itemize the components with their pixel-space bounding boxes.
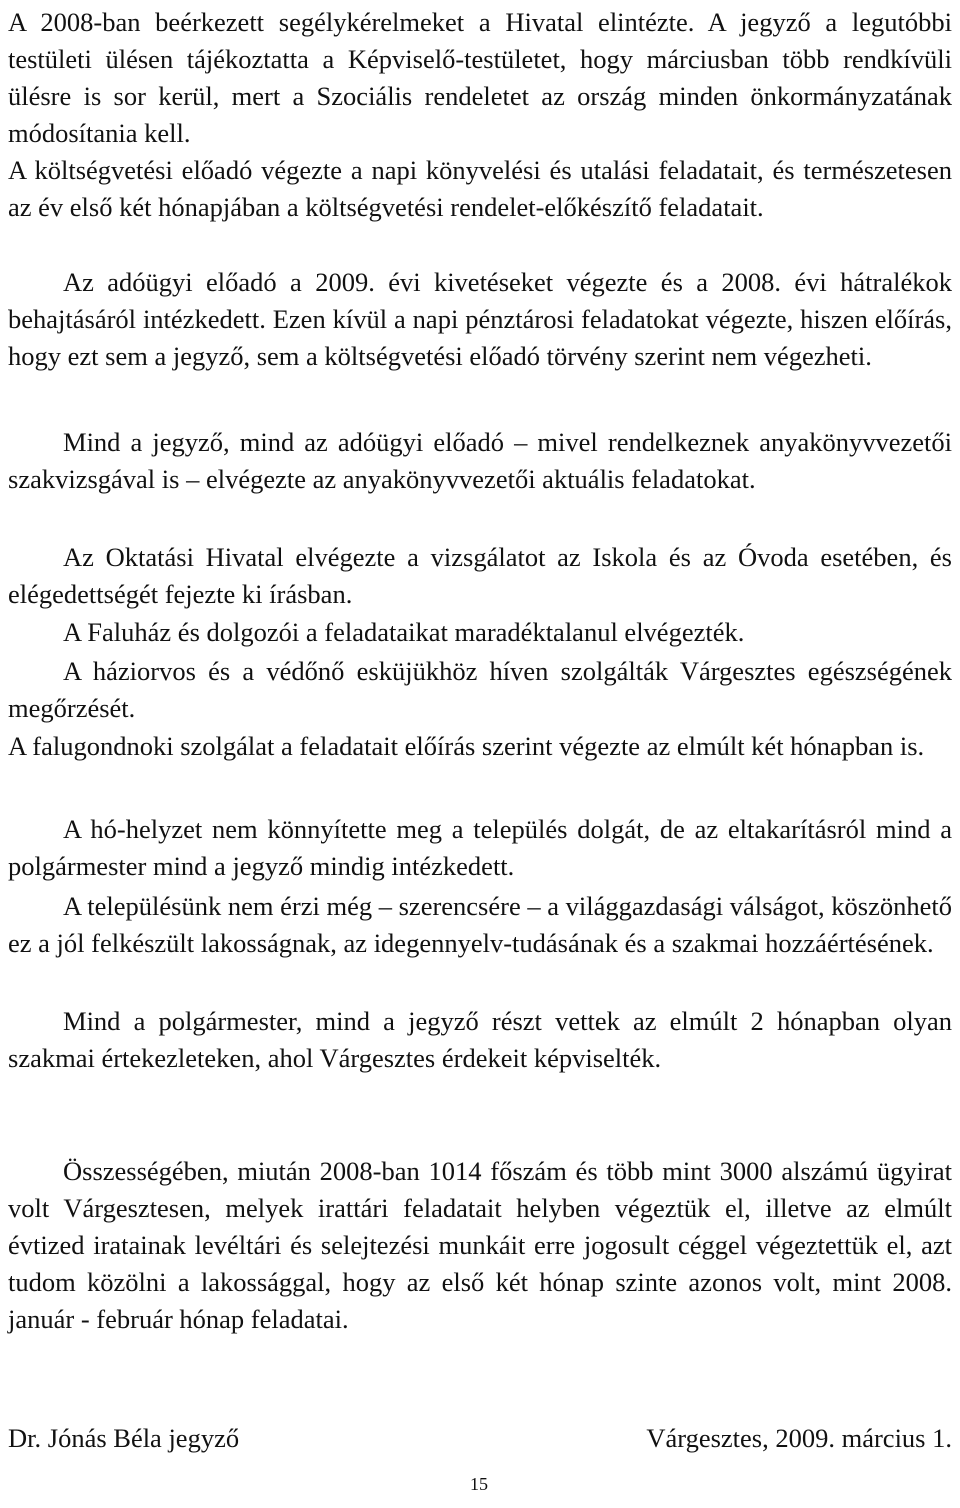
paragraph-anyakonyv: Mind a jegyző, mind az adóügyi előadó – mivel rendelkeznek anyakönyvvezetői szakvizsgával is – elvégezte az anyakönyvvezetői aktuális feladatokat.	[8, 427, 952, 494]
paragraph-falugondnok: A falugondnoki szolgálat a feladatait előírás szerint végezte az elmúlt két hónapban is.	[8, 731, 925, 761]
signature-place-date: Várgesztes, 2009. március 1.	[646, 1423, 952, 1453]
paragraph-ho-helyzet: A hó-helyzet nem könnyítette meg a település dolgát, de az eltakarításról mind a polgármester mind a jegyző mindig intézkedett.	[8, 814, 952, 881]
paragraph-ertekezletek: Mind a polgármester, mind a jegyző részt vettek az elmúlt 2 hónapban olyan szakmai értekezleteken, ahol Várgesztes érdekeit képviselték.	[8, 1006, 952, 1073]
paragraph-segelykerelmek: A 2008-ban beérkezett segélykérelmeket a Hivatal elintézte. A jegyző a legutóbbi testületi ülésen tájékoztatta a Képviselő-testületet, hogy márciusban több rendkívüli ülésre is sor kerül, mert a Szociális rendeletet az ország minden önkormányzatának módosítania kell.	[8, 7, 952, 148]
paragraph-osszegzes: Összességében, miután 2008-ban 1014 főszám és több mint 3000 alszámú ügyirat volt Várgesztesen, melyek irattári feladatait helyben végeztük el, illetve az elmúlt évtized iratainak levéltári és selejtezési munkáit erre jogosult céggel végeztettük el, azt tudom közölni a lakossággal, hogy az első két hónap szinte azonos volt, mint 2008. január - február hónap feladatai.	[8, 1156, 952, 1334]
signature-author: Dr. Jónás Béla jegyző	[8, 1423, 240, 1453]
page-number: 15	[470, 1474, 488, 1494]
paragraph-haziorvos: A háziorvos és a védőnő esküjükhöz híven szolgálták Várgesztes egészségének megőrzését.	[8, 656, 952, 723]
paragraph-valsag: A településünk nem érzi még – szerencsére – a világgazdasági válságot, köszönhető ez a jól felkészült lakosságnak, az idegennyelv-tudásának és a szakmai hozzáértésének.	[8, 891, 952, 958]
paragraph-oktatasi-hivatal: Az Oktatási Hivatal elvégezte a vizsgálatot az Iskola és az Óvoda esetében, és elégedettségét fejezte ki írásban.	[8, 542, 952, 609]
paragraph-koltsegvetes: A költségvetési előadó végezte a napi könyvelési és utalási feladatait, és természetesen az év első két hónapjában a költségvetési rendelet-előkészítő feladatait.	[8, 155, 952, 222]
paragraph-adougy: Az adóügyi előadó a 2009. évi kivetéseket végezte és a 2008. évi hátralékok behajtásáról intézkedett. Ezen kívül a napi pénztárosi feladatokat végezte, hiszen előírás, hogy ezt sem a jegyző, sem a költségvetési előadó törvény szerint nem végezheti.	[8, 267, 952, 371]
paragraph-faluhaz: A Faluház és dolgozói a feladataikat maradéktalanul elvégezték.	[63, 617, 745, 647]
